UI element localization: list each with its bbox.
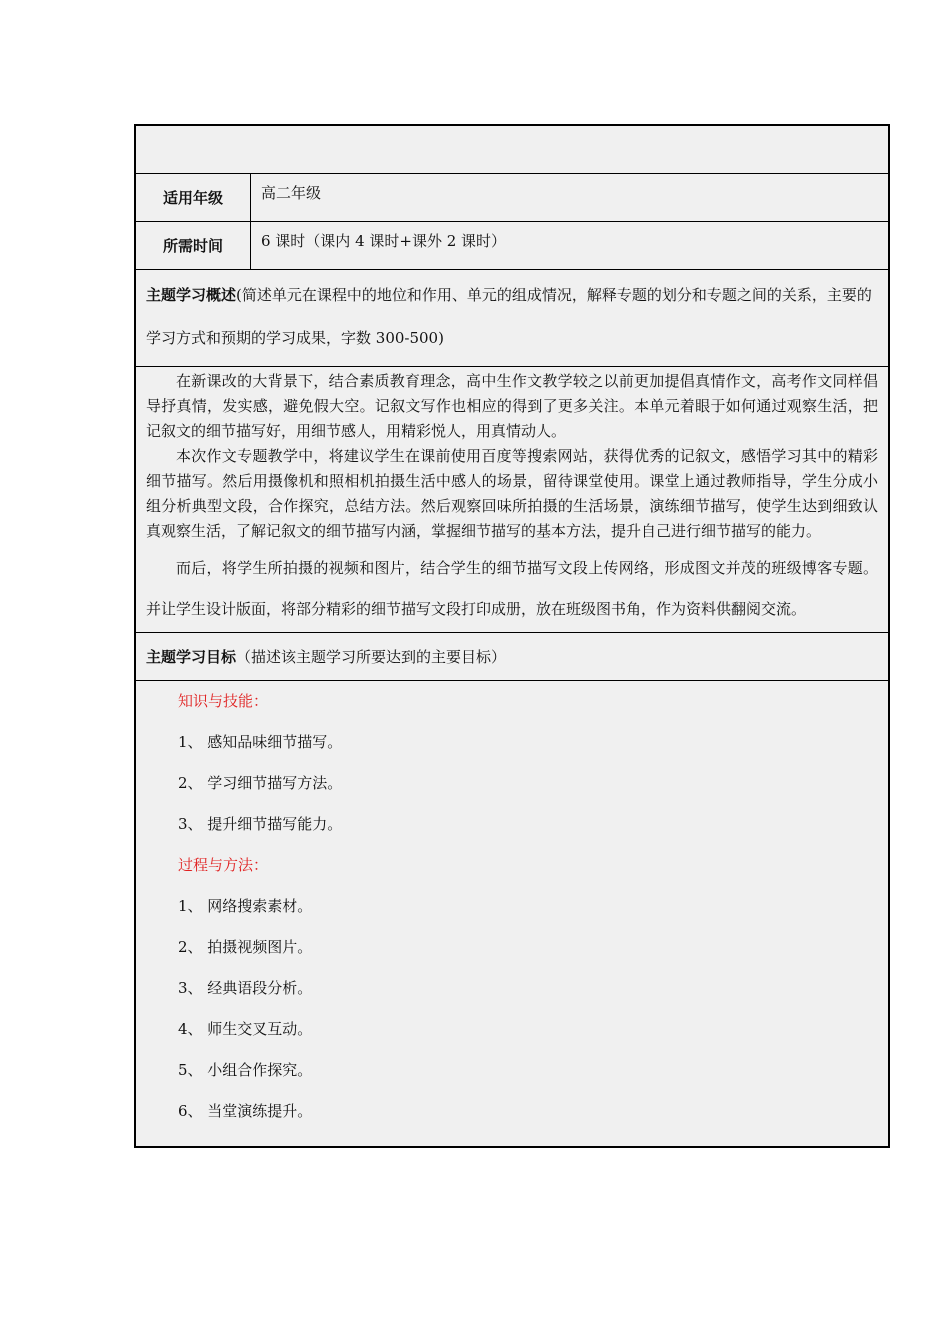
time-label: 所需时间 (136, 222, 251, 269)
paragraph: 在新课改的大背景下，结合素质教育理念，高中生作文教学较之以前更加提倡真情作文，高考作文同样倡导抒真情，发实感，避免假大空。记叙文写作也相应的得到了更多关注。本单元着眼于如何通过观察生活，把记叙文的细节描写好，用细节感人，用精彩悦人，用真情动人。 (146, 372, 878, 440)
paragraph: 而后，将学生所拍摄的视频和图片，结合学生的细节描写文段上传网络，形成图文并茂的班级博客专题。并让学生设计版面，将部分精彩的细节描写文段打印成册，放在班级图书角，作为资料供翻阅交流。 (146, 559, 878, 618)
list-item: 2、 拍摄视频图片。 (178, 938, 313, 956)
list-item: 4、 师生交叉互动。 (178, 1020, 313, 1038)
paragraph: 本次作文专题教学中，将建议学生在课前使用百度等搜索网站，获得优秀的记叙文，感悟学习其中的精彩细节描写。然后用摄像机和照相机拍摄生活中感人的场景，留待课堂使用。课堂上通过教师指导，学生分成小组分析典型文段，合作探究，总结方法。然后观察回味所拍摄的生活场景，演练细节描写，使学生达到细致认真观察生活，了解记叙文的细节描写内涵，掌握细节描写的基本方法，提升自己进行细节描写的能力。 (146, 447, 878, 540)
knowledge-title: 知识与技能： (178, 692, 269, 710)
lesson-plan-table (134, 124, 890, 1148)
overview-label: 主题学习概述 (146, 286, 237, 304)
overview-hint: (简述单元在课程中的地位和作用、单元的组成情况，解释专题的划分和专题之间的关系，主要的学习方式和预期的学习成果，字数 300-500) (146, 286, 872, 347)
grade-label: 适用年级 (136, 174, 251, 221)
goal-hint: （描述该主题学习所要达到的主要目标） (236, 648, 507, 666)
overview-row (136, 270, 888, 367)
time-value: 6 课时（课内 4 课时+课外 2 课时） (261, 232, 507, 250)
grade-row (136, 174, 888, 222)
title-row (136, 126, 888, 174)
list-item: 5、 小组合作探究。 (178, 1061, 313, 1079)
list-item: 1、 网络搜索素材。 (178, 897, 313, 915)
list-item: 3、 经典语段分析。 (178, 979, 313, 997)
goal-row (136, 633, 888, 681)
list-item: 6、 当堂演练提升。 (178, 1102, 313, 1120)
time-row (136, 222, 888, 270)
goal-label: 主题学习目标 (146, 648, 237, 666)
grade-value: 高二年级 (261, 184, 322, 202)
goal-body (136, 681, 888, 1146)
overview-body (136, 367, 888, 633)
list-item: 1、 感知品味细节描写。 (178, 733, 343, 751)
process-title: 过程与方法： (178, 856, 269, 874)
list-item: 2、 学习细节描写方法。 (178, 774, 343, 792)
list-item: 3、 提升细节描写能力。 (178, 815, 343, 833)
